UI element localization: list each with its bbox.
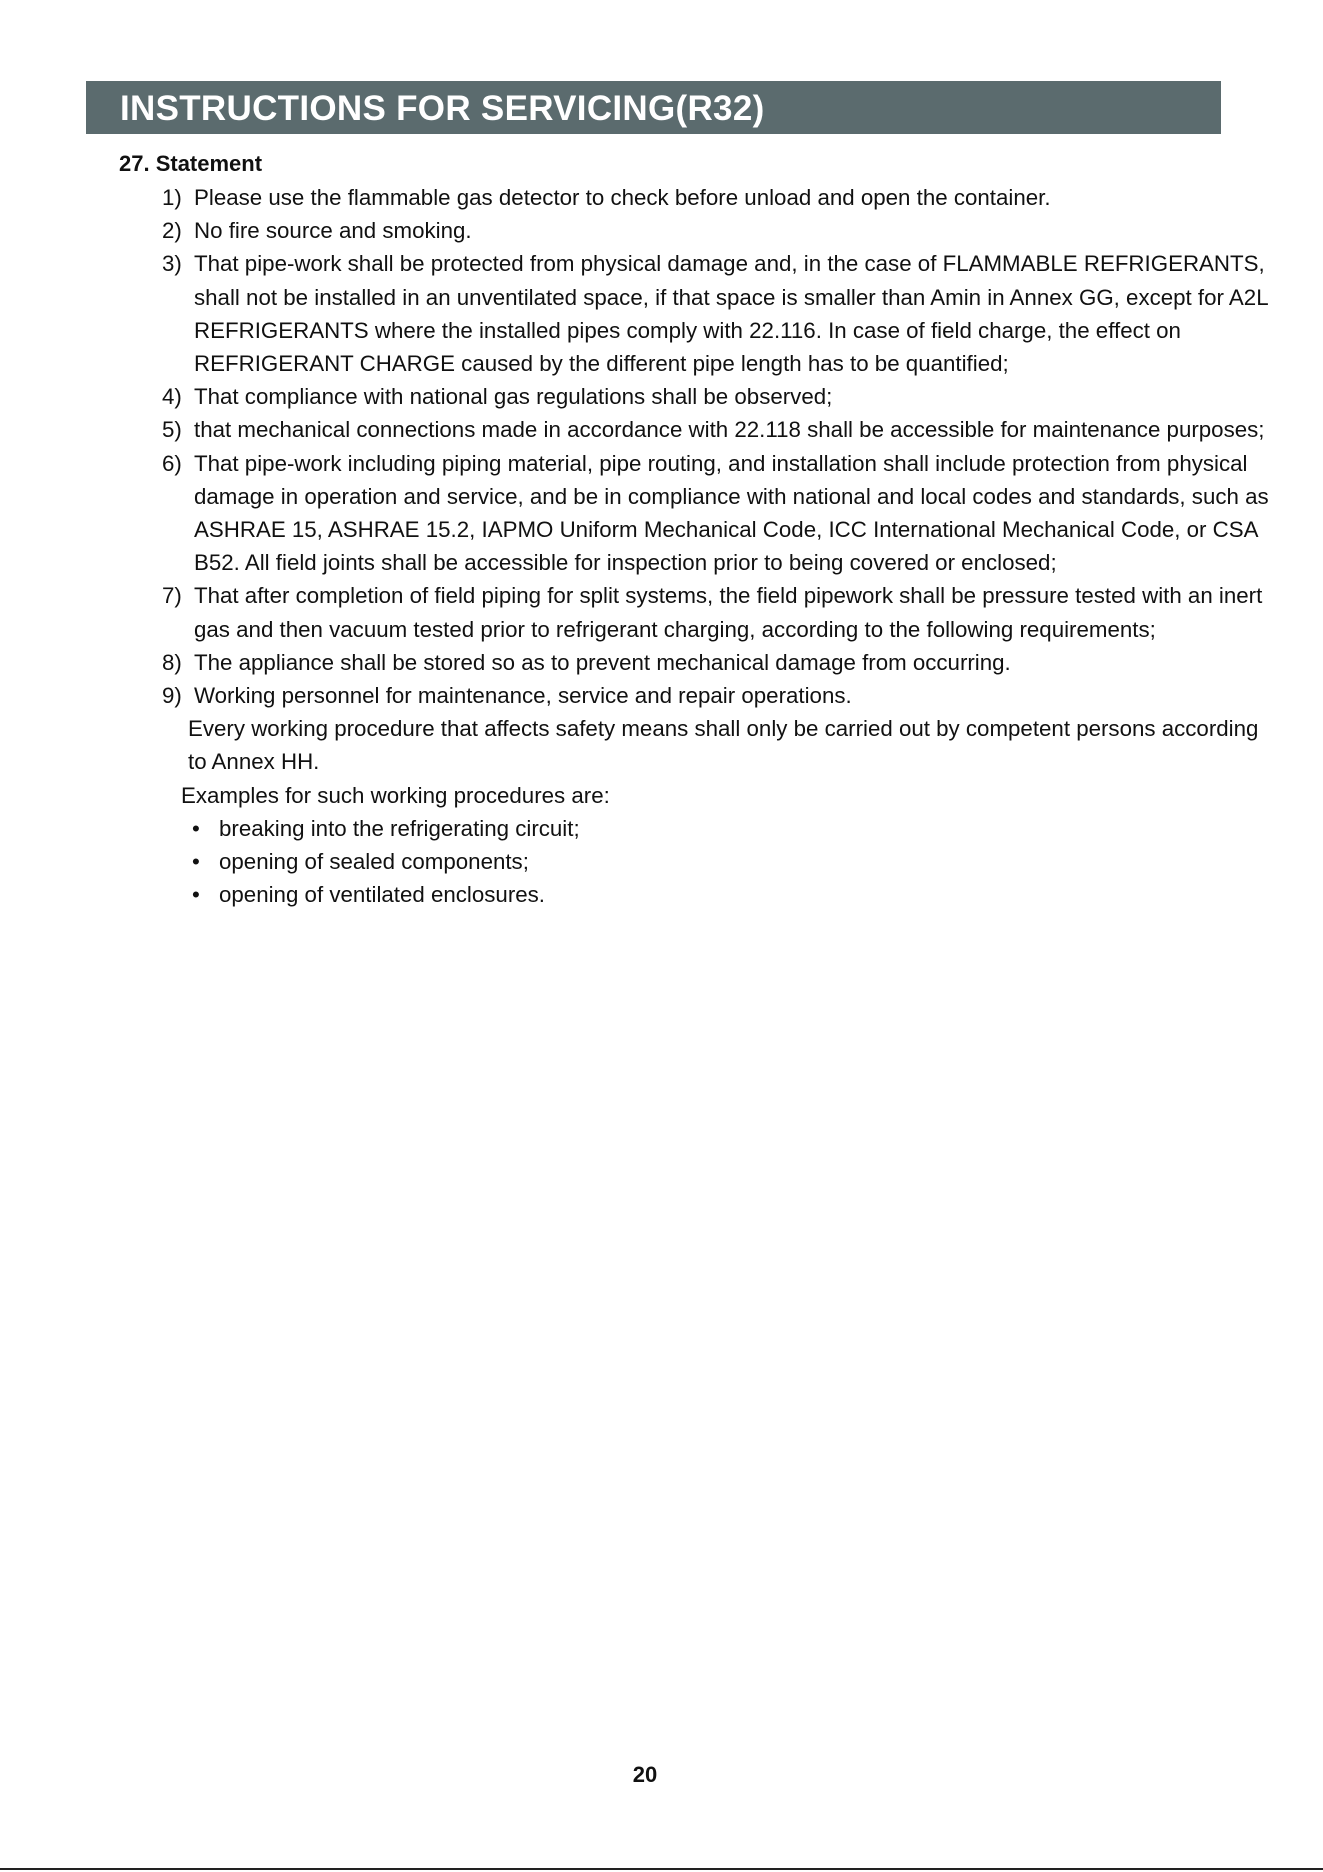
bullet-icon: • [192, 815, 200, 841]
bullet-item [162, 812, 1272, 845]
item-9-examples-intro: Examples for such working procedures are: [181, 782, 610, 808]
bullet-text: opening of sealed components; [219, 849, 529, 875]
item-text: Please use the flammable gas detector to check before unload and open the container. [194, 185, 1051, 210]
bottom-divider [0, 1868, 1323, 1870]
list-item [162, 579, 1272, 645]
bullet-icon: • [192, 849, 200, 875]
item-number: 1) [162, 185, 182, 210]
list-item [162, 646, 1272, 679]
list-item [162, 380, 1272, 413]
item-text: That after completion of field piping for split systems, the field pipework shall be pressure tested with an inert gas and then vacuum tested prior to refrigerant charging, according to the following requirements; [194, 583, 1263, 642]
item-number: 4) [162, 384, 182, 410]
list-item [162, 181, 1272, 214]
item-text: that mechanical connections made in accordance with 22.118 shall be accessible for maintenance purposes; [194, 417, 1265, 443]
item-number: 8) [162, 649, 182, 675]
item-9-paragraph: Every working procedure that affects safety means shall only be carried out by competent persons according to Annex HH. [188, 716, 1259, 775]
item-text: No fire source and smoking. [194, 218, 472, 244]
list-item [162, 247, 1272, 380]
item-text: That pipe-work shall be protected from physical damage and, in the case of FLAMMABLE REFRIGERANTS, shall not be installed in an unventilated space, if that space is smaller than Amin in Annex GG, except for A2L REFRIGERANTS where the installed pipes comply with 22.116. In case of field charge, the effect on REFRIGERANT CHARGE caused by the different pipe length has to be quantified; [194, 251, 1268, 377]
section-title: 27. Statement [119, 151, 263, 176]
list-item [162, 214, 1272, 247]
item-text: Working personnel for maintenance, service and repair operations. [194, 683, 852, 709]
item-number: 2) [162, 218, 182, 244]
bullet-text: breaking into the refrigerating circuit; [219, 815, 580, 841]
list-item [162, 447, 1272, 580]
list-item [162, 413, 1272, 446]
item-text: The appliance shall be stored so as to prevent mechanical damage from occurring. [194, 649, 1011, 675]
page-number: 20 [632, 1762, 658, 1787]
bullet-icon: • [192, 882, 200, 908]
item-number: 3) [162, 251, 182, 277]
item-number: 7) [162, 583, 182, 609]
item-number: 9) [162, 683, 182, 709]
bullet-item [162, 845, 1272, 878]
bullet-item [162, 878, 1272, 911]
item-number: 5) [162, 417, 182, 443]
list-item [162, 679, 1272, 712]
item-text: That pipe-work including piping material, pipe routing, and installation shall include protection from physical damage in operation and service, and be in compliance with national and local codes and standards, such as ASHRAE 15, ASHRAE 15.2, IAPMO Uniform Mechanical Code, ICC International Mechanical Code, or CSA B52. All field joints shall be accessible for inspection prior to being covered or enclosed; [194, 450, 1269, 576]
page-title: INSTRUCTIONS FOR SERVICING(R32) [120, 89, 765, 128]
statement-list [162, 181, 1272, 911]
header-bar [86, 81, 1221, 134]
item-number: 6) [162, 450, 182, 476]
item-text: That compliance with national gas regulations shall be observed; [194, 384, 833, 410]
bullet-text: opening of ventilated enclosures. [219, 882, 546, 908]
